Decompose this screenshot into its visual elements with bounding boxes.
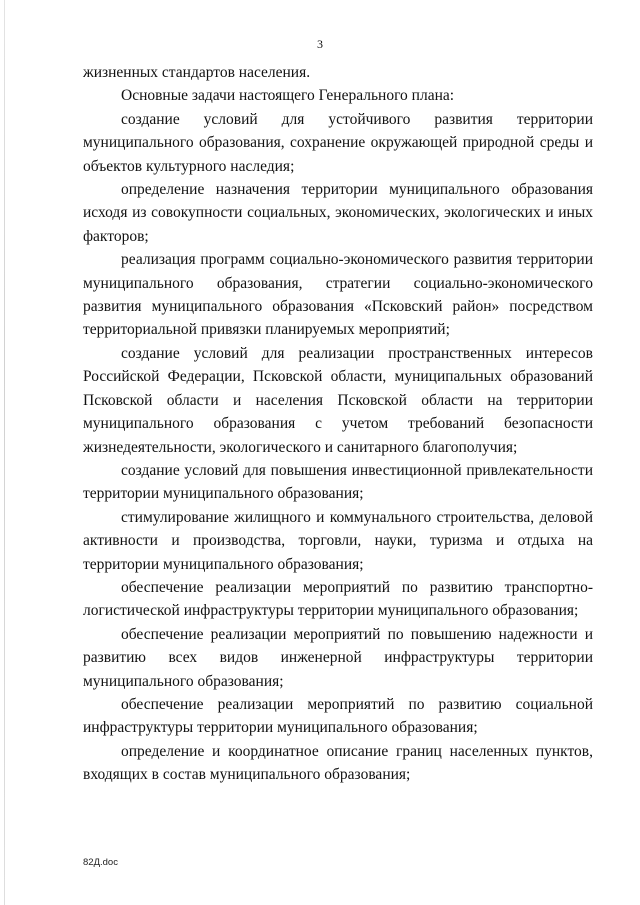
paragraph-task-social-infrastructure: обеспечение реализации мероприятий по развитию социальной инфраструктуры территории муниципального образования; <box>83 695 593 737</box>
paragraph-task-settlement-boundaries: определение и координатное описание границ населенных пунктов, входящих в состав муниципального образования; <box>83 742 593 784</box>
paragraph-task-investment-attractiveness: создание условий для повышения инвестиционной привлекательности территории муниципального образования; <box>83 461 593 503</box>
footer-file-name: 82Д.doc <box>83 857 118 868</box>
paragraph-task-sustainable-development: создание условий для устойчивого развития территории муниципального образования, сохранение окружающей природной среды и объектов культурного наследия; <box>83 110 593 175</box>
paragraph-task-transport-logistics: обеспечение реализации мероприятий по развитию транспортно-логистической инфраструктуры территории муниципального образования; <box>83 578 593 620</box>
document-body <box>83 61 593 787</box>
page-number: 3 <box>317 37 323 51</box>
paragraph-task-programs-implementation: реализация программ социально-экономического развития территории муниципального образования, стратегии социально-экономического развития муниципального образования «Псковский район» посредством территориальной привязки планируемых мероприятий; <box>83 251 593 339</box>
paragraph-task-engineering-infrastructure: обеспечение реализации мероприятий по повышению надежности и развитию всех видов инженерной инфраструктуры территории муниципального образования; <box>83 625 593 690</box>
paragraph-task-territory-purpose: определение назначения территории муниципального образования исходя из совокупности социальных, экономических, экологических и иных факторов; <box>83 181 593 245</box>
paragraph-task-spatial-interests: создание условий для реализации пространственных интересов Российской Федерации, Псковской области, муниципальных образований Псковской области и населения Псковской области на территории муниципального образования с учетом требований безопасности жизнедеятельности, экологического и санитарного благополучия; <box>83 344 593 456</box>
paragraph-tasks-heading: Основные задачи настоящего Генерального плана: <box>121 87 455 105</box>
scan-edge-shadow <box>4 0 5 905</box>
paragraph-continuation: жизненных стандартов населения. <box>83 64 311 81</box>
paragraph-task-construction-stimulation: стимулирование жилищного и коммунального строительства, деловой активности и производства, торговли, науки, туризма и отдыха на территории муниципального образования; <box>83 508 593 573</box>
